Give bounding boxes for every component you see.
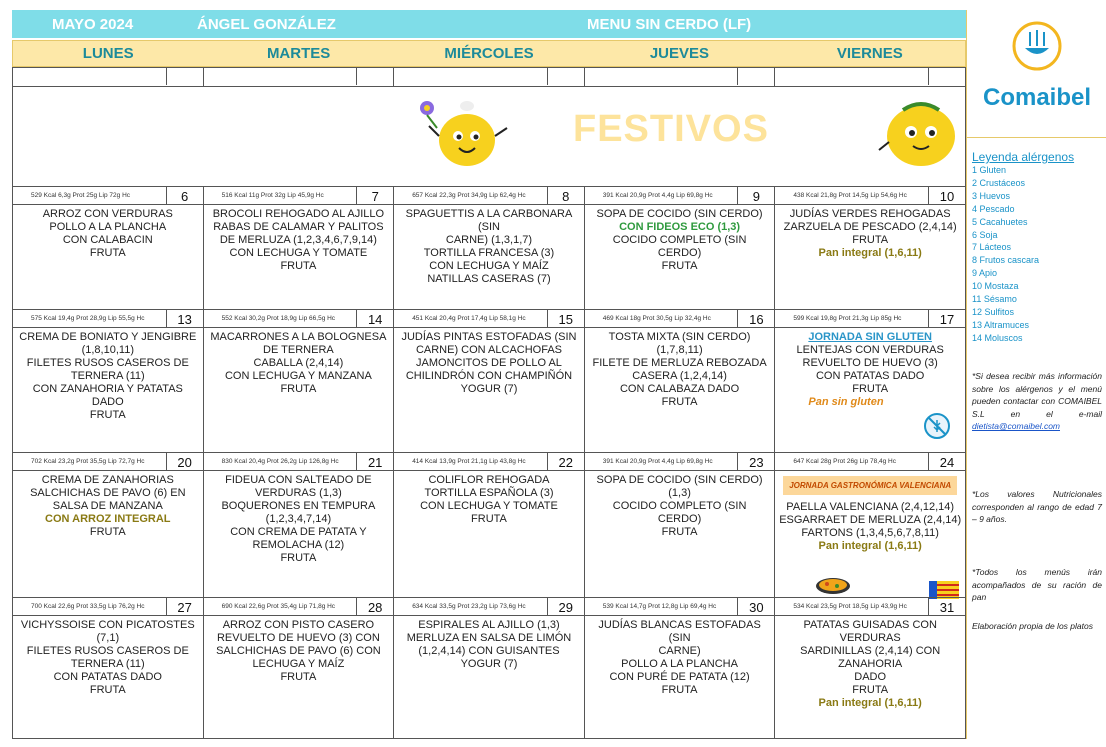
menu-cell: ARROZ CON PISTO CASERO REVUELTO DE HUEVO (3) CON SALCHICHAS DE PAVO (6) CON LECHUGA Y MAÍZ FRUTA — [204, 616, 395, 738]
week3-menus — [13, 471, 965, 597]
day-number: 31 — [928, 598, 965, 615]
nutrition-info: 552 Kcal 30,2g Prot 18,9g Lip 66,5g Hc — [221, 315, 336, 322]
mascot-right-icon — [875, 98, 965, 170]
legend-item: 13 Altramuces — [972, 319, 1030, 330]
festivos-label: FESTIVOS — [573, 108, 769, 150]
day-number: 17 — [928, 310, 965, 327]
menu-cell: JUDÍAS PINTAS ESTOFADAS (SIN CARNE) CON ALCACHOFAS JAMONCITOS DE POLLO AL CHILINDRÓN CON CHAMPIÑÓN YOGUR (7) — [394, 328, 585, 452]
menu-cell: JORNADA SIN GLUTEN LENTEJAS CON VERDURAS REVUELTO DE HUEVO (3) CON PATATAS DADO FRUTA Pan sin gluten — [775, 328, 965, 452]
day-monday: LUNES — [82, 45, 134, 62]
menu-cell: JORNADA GASTRONÓMICA VALENCIANA PAELLA VALENCIANA (2,4,12,14) ESGARRAET DE MERLUZA (2,4,14) FARTONS (1,3,4,5,6,7,8,11) Pan integral (1,6,11) — [775, 471, 965, 597]
menu-cell: CREMA DE BONIATO Y JENGIBRE (1,8,10,11) FILETES RUSOS CASEROS DE TERNERA (11) CON ZANAHORIA Y PATATAS DADO FRUTA — [13, 328, 204, 452]
menu-cell: TOSTA MIXTA (SIN CERDO) (1,7,8,11) FILETE DE MERLUZA REBOZADA CASERA (1,2,4,14) CON CALABAZA DADO FRUTA — [585, 328, 776, 452]
empty-info — [775, 68, 965, 86]
day-number: 16 — [737, 310, 774, 327]
nutrition-info: 599 Kcal 19,8g Prot 21,3g Lip 85g Hc — [793, 315, 902, 322]
week4-info-strip — [13, 597, 965, 616]
nutrition-info: 516 Kcal 11g Prot 32g Lip 45,9g Hc — [221, 192, 324, 199]
menu-cell: FIDEUA CON SALTEADO DE VERDURAS (1,3) BOQUERONES EN TEMPURA (1,2,3,4,7,14) CON CREMA DE PATATA Y REMOLACHA (12) FRUTA — [204, 471, 395, 597]
nutrition-info: 634 Kcal 33,5g Prot 23,2g Lip 73,6g Hc — [412, 603, 526, 610]
day-number: 7 — [356, 187, 393, 204]
nutrition-info: 438 Kcal 21,8g Prot 14,5g Lip 54,6g Hc — [793, 192, 907, 199]
week1-menus — [13, 205, 965, 309]
legend-item: 8 Frutos cascara — [972, 255, 1040, 266]
week3-info-strip — [13, 452, 965, 471]
nutrition-info: 469 Kcal 18g Prot 30,5g Lip 32,4g Hc — [602, 315, 711, 322]
menu-cell: ARROZ CON VERDURAS POLLO A LA PLANCHA CON CALABACIN FRUTA — [13, 205, 204, 309]
menu-cell: PATATAS GUISADAS CON VERDURAS SARDINILLAS (2,4,14) CON ZANAHORIA DADO FRUTA Pan integral (1,6,11) — [800, 619, 941, 709]
nutrition-info: 391 Kcal 20,9g Prot 4,4g Lip 69,8g Hc — [602, 192, 713, 199]
menu-cell: JUDÍAS VERDES REHOGADAS ZARZUELA DE PESCADO (2,4,14) FRUTA Pan integral (1,6,11) — [783, 208, 957, 259]
top-empty-strip — [13, 68, 965, 87]
day-number: 20 — [166, 453, 203, 470]
legend-item: 4 Pescado — [972, 203, 1015, 214]
day-thursday: JUEVES — [649, 45, 710, 62]
menu-grid — [12, 67, 966, 739]
day-wednesday: MIÉRCOLES — [444, 45, 534, 62]
day-number: 15 — [547, 310, 584, 327]
nutrition-info: 647 Kcal 28g Prot 26g Lip 78,4g Hc — [793, 458, 897, 465]
empty-info — [585, 68, 776, 86]
email-link[interactable]: dietista@comaibel.com — [972, 421, 1060, 431]
bread-note: *Todos los menús irán acompañados de su ración de pan — [972, 567, 1102, 602]
header-month: MAYO 2024 — [52, 15, 134, 33]
nutrition-info: 700 Kcal 22,6g Prot 33,5g Lip 76,2g Hc — [31, 603, 145, 610]
legend-item: 11 Sésamo — [972, 294, 1017, 305]
day-number: 22 — [547, 453, 584, 470]
legend-title: Leyenda alérgenos — [972, 150, 1075, 164]
day-number: 24 — [928, 453, 965, 470]
allergen-legend — [972, 164, 1039, 345]
header-name: ÁNGEL GONZÁLEZ — [197, 15, 336, 33]
header-bar — [12, 10, 966, 38]
mascot-left-icon — [415, 96, 515, 168]
sidebar — [966, 10, 1106, 739]
day-number: 23 — [737, 453, 774, 470]
paella-icon — [813, 575, 853, 595]
menu-cell: SOPA DE COCIDO (SIN CERDO) CON FIDEOS ECO (1,3) COCIDO COMPLETO (SIN CERDO) FRUTA — [585, 205, 776, 309]
menu-cell: VICHYSSOISE CON PICATOSTES (7,1) FILETES RUSOS CASEROS DE TERNERA (11) CON PATATAS DADO FRUTA — [13, 616, 204, 738]
logo-text: Comaibel — [982, 84, 1092, 111]
menu-cell: JUDÍAS BLANCAS ESTOFADAS (SIN CARNE) POLLO A LA PLANCHA CON PURÉ DE PATATA (12) FRUTA — [585, 616, 776, 738]
day-number: 9 — [737, 187, 774, 204]
days-bar — [12, 40, 966, 67]
week2-info-strip — [13, 309, 965, 328]
comaibel-logo-icon — [1011, 20, 1063, 72]
menu-cell: COLIFLOR REHOGADA TORTILLA ESPAÑOLA (3) CON LECHUGA Y TOMATE FRUTA — [394, 471, 585, 597]
nutrition-info: 657 Kcal 22,3g Prot 34,9g Lip 62,4g Hc — [412, 192, 526, 199]
day-number: 28 — [356, 598, 393, 615]
menu-cell: BROCOLI REHOGADO AL AJILLO RABAS DE CALAMAR Y PALITOS DE MERLUZA (1,2,3,4,6,7,9,14) CON LECHUGA Y TOMATE FRUTA — [204, 205, 395, 309]
legend-item: 1 Gluten — [972, 165, 1007, 175]
legend-item: 3 Huevos — [972, 190, 1011, 201]
day-number: 21 — [356, 453, 393, 470]
elaboration-note: Elaboración propia de los platos — [972, 621, 1093, 631]
empty-info — [204, 68, 395, 86]
logo-box — [967, 10, 1106, 138]
nutrition-info: 534 Kcal 23,5g Prot 18,5g Lip 43,9g Hc — [793, 603, 907, 610]
menu-cell: MACARRONES A LA BOLOGNESA DE TERNERA CABALLA (2,4,14) CON LECHUGA Y MANZANA FRUTA — [204, 328, 395, 452]
day-number: 13 — [166, 310, 203, 327]
empty-info — [394, 68, 585, 86]
nutrition-info: 451 Kcal 20,4g Prot 17,4g Lip 58,1g Hc — [412, 315, 526, 322]
empty-info — [13, 68, 204, 86]
day-number: 14 — [356, 310, 393, 327]
jornada-valenciana-badge: JORNADA GASTRONÓMICA VALENCIANA — [783, 476, 957, 495]
legend-item: 10 Mostaza — [972, 281, 1019, 292]
week2-menus — [13, 328, 965, 452]
header-menu: MENU SIN CERDO (LF) — [587, 15, 752, 33]
nutrition-info: 830 Kcal 20,4g Prot 26,2g Lip 126,8g Hc — [221, 458, 339, 465]
legend-item: 7 Lácteos — [972, 242, 1012, 253]
day-number: 6 — [166, 187, 203, 204]
week4-menus — [13, 616, 965, 738]
gluten-free-icon — [923, 412, 951, 440]
legend-item: 12 Sulfitos — [972, 306, 1015, 317]
nutrition-info: 690 Kcal 22,6g Prot 35,4g Lip 71,8g Hc — [221, 603, 336, 610]
week1-info-strip — [13, 186, 965, 205]
nutrition-info: 539 Kcal 14,7g Prot 12,8g Lip 69,4g Hc — [602, 603, 717, 610]
menu-cell: CREMA DE ZANAHORIAS SALCHICHAS DE PAVO (6) EN SALSA DE MANZANA CON ARROZ INTEGRAL FRUTA — [13, 471, 204, 597]
nutrition-info: 575 Kcal 19,4g Prot 28,9g Lip 55,5g Hc — [31, 315, 145, 322]
nutrition-info: 414 Kcal 13,9g Prot 21,1g Lip 43,8g Hc — [412, 458, 526, 465]
nutrition-note: *Los valores Nutricionales corresponden al rango de edad 7 – 9 años. — [972, 489, 1102, 524]
menu-cell: SPAGUETTIS A LA CARBONARA (SIN CARNE) (1,3,1,7) TORTILLA FRANCESA (3) CON LECHUGA Y MAÍZ NATILLAS CASERAS (7) — [394, 205, 585, 309]
legend-item: 5 Cacahuetes — [972, 216, 1028, 227]
day-number: 10 — [928, 187, 965, 204]
day-number: 8 — [547, 187, 584, 204]
day-number: 30 — [737, 598, 774, 615]
nutrition-info: 529 Kcal 6,3g Prot 25g Lip 72g Hc — [31, 192, 131, 199]
allergen-note: *Si desea recibir más información sobre los alérgenos y el menú pueden contactar con COMAIBEL S.L en el e-mail dietista@comaibel.com — [972, 371, 1102, 431]
day-number: 29 — [547, 598, 584, 615]
legend-item: 2 Crustáceos — [972, 177, 1026, 188]
legend-item: 6 Soja — [972, 229, 998, 240]
day-tuesday: MARTES — [266, 45, 331, 62]
legend-item: 9 Apio — [972, 268, 998, 279]
menu-cell: ESPIRALES AL AJILLO (1,3) MERLUZA EN SALSA DE LIMÓN (1,2,4,14) CON GUISANTES YOGUR (7) — [394, 616, 585, 738]
legend-item: 14 Moluscos — [972, 332, 1023, 343]
day-number: 27 — [166, 598, 203, 615]
day-friday: VIERNES — [836, 45, 903, 62]
menu-cell: SOPA DE COCIDO (SIN CERDO) (1,3) COCIDO COMPLETO (SIN CERDO) FRUTA — [585, 471, 776, 597]
nutrition-info: 391 Kcal 20,9g Prot 4,4g Lip 69,8g Hc — [602, 458, 713, 465]
nutrition-info: 702 Kcal 23,2g Prot 35,5g Lip 72,7g Hc — [31, 458, 145, 465]
